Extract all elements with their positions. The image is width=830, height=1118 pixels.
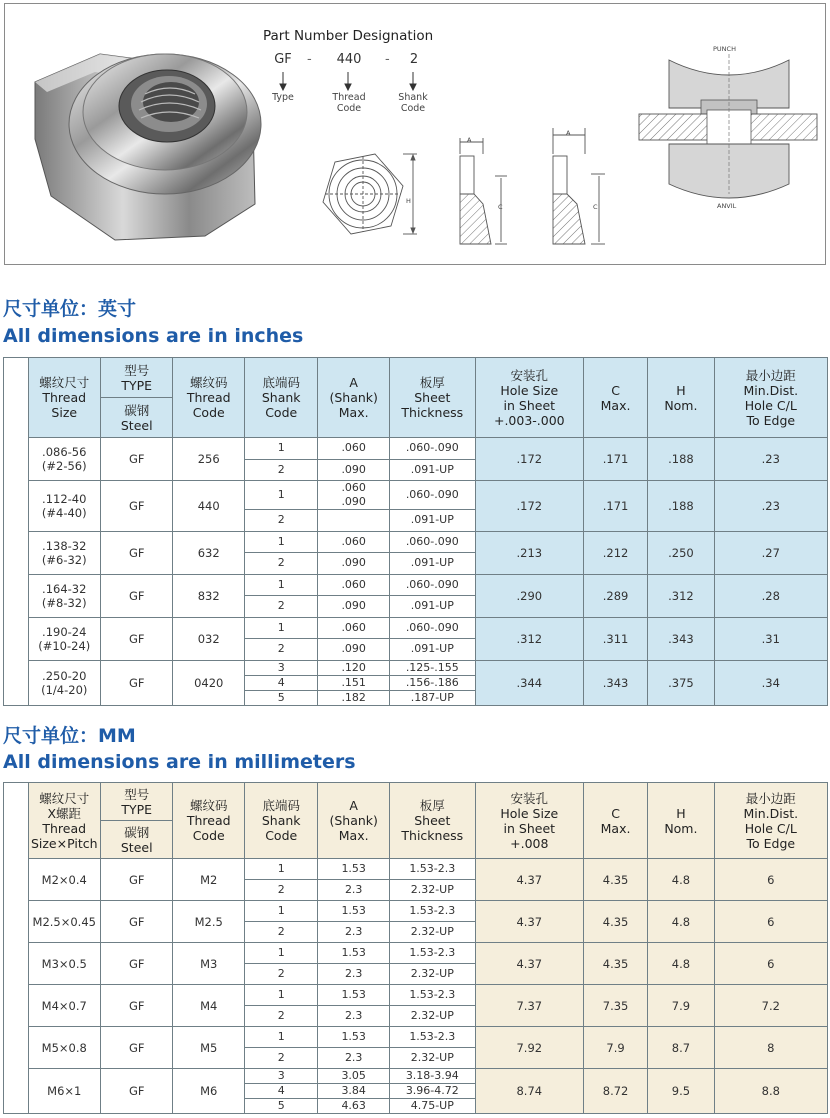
designation-shank-caption: Shank Code: [398, 92, 428, 114]
c-max-cell: .289: [583, 574, 647, 617]
a-max-cell: 2.3: [318, 1048, 389, 1069]
shank-code-cell: 1: [244, 943, 318, 964]
shank-code-cell: 5: [244, 1099, 318, 1114]
h-nom-cell: 4.8: [648, 859, 714, 901]
designation-dash: -: [385, 52, 390, 67]
table-row: [4, 574, 828, 596]
col-header-steel: 碳钢 Steel: [100, 398, 172, 438]
sheet-thickness-cell: 4.75-UP: [389, 1099, 475, 1114]
c-max-cell: .171: [583, 438, 647, 481]
col-header-c-max: C Max.: [583, 358, 647, 438]
type-cell: GF: [100, 1069, 172, 1114]
thread-size-cell: M4×0.7: [28, 985, 100, 1027]
thread-size-cell: M6×1: [28, 1069, 100, 1114]
c-max-cell: 4.35: [583, 859, 647, 901]
h-nom-cell: .375: [648, 660, 714, 705]
h-nom-cell: 9.5: [648, 1069, 714, 1114]
h-nom-cell: 4.8: [648, 901, 714, 943]
thread-size-cell: M2.5×0.45: [28, 901, 100, 943]
thread-size-cell: .250-20 (1/4-20): [28, 660, 100, 705]
table-row: [4, 943, 828, 964]
shank-code-cell: 4: [244, 675, 318, 690]
hole-size-cell: .172: [475, 481, 583, 532]
shank-code-cell: 2: [244, 964, 318, 985]
h-nom-cell: 8.7: [648, 1027, 714, 1069]
imperial-title-en: All dimensions are in inches: [3, 325, 304, 347]
thread-code-cell: 032: [173, 617, 244, 660]
type-cell: GF: [100, 943, 172, 985]
thread-code-cell: 632: [173, 531, 244, 574]
col-header-type: 型号 TYPE: [100, 783, 172, 821]
min-dist-cell: .28: [714, 574, 827, 617]
a-max-cell: .060: [318, 617, 389, 639]
a-max-cell: [318, 510, 389, 532]
sheet-thickness-cell: 2.32-UP: [389, 1048, 475, 1069]
sheet-thickness-cell: .091-UP: [389, 510, 475, 532]
shank-code-cell: 2: [244, 1048, 318, 1069]
thread-code-cell: M6: [173, 1069, 244, 1114]
type-cell: GF: [100, 660, 172, 705]
col-header-thread-size: 螺纹尺寸 Thread Size: [28, 358, 100, 438]
imperial-spec-table: [3, 357, 828, 706]
hole-size-cell: 4.37: [475, 943, 583, 985]
punch-label: PUNCH: [713, 45, 736, 53]
type-cell: GF: [100, 1027, 172, 1069]
type-cell: GF: [100, 901, 172, 943]
thread-code-cell: M2.5: [173, 901, 244, 943]
a-max-cell: 2.3: [318, 922, 389, 943]
shank-code-cell: 1: [244, 859, 318, 880]
table-row: [4, 617, 828, 639]
col-header-a-max: A (Shank) Max.: [318, 783, 389, 859]
thread-size-cell: .164-32 (#8-32): [28, 574, 100, 617]
min-dist-cell: .23: [714, 438, 827, 481]
min-dist-cell: .34: [714, 660, 827, 705]
hex-top-view: [323, 154, 417, 234]
a-max-cell: .090: [318, 459, 389, 481]
a-max-cell: 1.53: [318, 943, 389, 964]
min-dist-cell: .31: [714, 617, 827, 660]
col-header-sheet: 板厚 Sheet Thickness: [389, 783, 475, 859]
sheet-thickness-cell: 1.53-2.3: [389, 985, 475, 1006]
c-max-cell: .212: [583, 531, 647, 574]
sheet-thickness-cell: .125-.155: [389, 660, 475, 675]
table-row: [4, 438, 828, 460]
shank-code-cell: 3: [244, 1069, 318, 1084]
table-row: [4, 1027, 828, 1048]
dim-label-c: C: [593, 203, 598, 211]
sheet-thickness-cell: .060-.090: [389, 438, 475, 460]
designation-thread-caption: Thread Code: [332, 92, 366, 114]
hole-size-cell: 8.74: [475, 1069, 583, 1114]
product-illustration-panel: [4, 3, 826, 265]
shank-code-cell: 5: [244, 690, 318, 705]
hole-size-cell: .172: [475, 438, 583, 481]
thread-code-cell: 0420: [173, 660, 244, 705]
a-max-cell: .090: [318, 596, 389, 618]
sheet-thickness-cell: 2.32-UP: [389, 964, 475, 985]
sheet-thickness-cell: 1.53-2.3: [389, 1027, 475, 1048]
a-max-cell: .060 .090: [318, 481, 389, 510]
thread-code-cell: M4: [173, 985, 244, 1027]
table-row: [4, 660, 828, 675]
imperial-title-cn: 尺寸单位：英寸: [3, 298, 137, 320]
shank-code-cell: 1: [244, 1027, 318, 1048]
designation-arrows: [280, 72, 416, 90]
sheet-thickness-cell: 2.32-UP: [389, 1006, 475, 1027]
min-dist-cell: 6: [714, 943, 827, 985]
h-nom-cell: 7.9: [648, 985, 714, 1027]
a-max-cell: .120: [318, 660, 389, 675]
c-max-cell: .311: [583, 617, 647, 660]
a-max-cell: 4.63: [318, 1099, 389, 1114]
shank-code-cell: 2: [244, 639, 318, 661]
sheet-thickness-cell: .091-UP: [389, 596, 475, 618]
shank-code-cell: 2: [244, 510, 318, 532]
col-header-shank-code: 底端码 Shank Code: [244, 783, 318, 859]
sheet-thickness-cell: .091-UP: [389, 639, 475, 661]
sheet-thickness-cell: .156-.186: [389, 675, 475, 690]
hole-size-cell: 4.37: [475, 901, 583, 943]
shank-code-cell: 1: [244, 574, 318, 596]
thread-size-cell: M5×0.8: [28, 1027, 100, 1069]
shank-code-cell: 1: [244, 985, 318, 1006]
side-label-cell: [4, 358, 29, 706]
min-dist-cell: 8: [714, 1027, 827, 1069]
side-label-cell: [4, 783, 29, 1114]
col-header-a-max: A (Shank) Max.: [318, 358, 389, 438]
c-max-cell: 4.35: [583, 901, 647, 943]
sheet-thickness-cell: .060-.090: [389, 574, 475, 596]
hole-size-cell: .312: [475, 617, 583, 660]
sheet-thickness-cell: .091-UP: [389, 553, 475, 575]
col-header-thread-code: 螺纹码 Thread Code: [173, 358, 244, 438]
a-max-cell: 1.53: [318, 901, 389, 922]
thread-code-cell: 440: [173, 481, 244, 532]
thread-code-cell: 256: [173, 438, 244, 481]
shank-code-cell: 4: [244, 1084, 318, 1099]
metric-spec-table: [3, 782, 828, 1114]
h-nom-cell: .188: [648, 481, 714, 532]
sheet-thickness-cell: .060-.090: [389, 617, 475, 639]
c-max-cell: 8.72: [583, 1069, 647, 1114]
a-max-cell: .090: [318, 639, 389, 661]
col-header-min-dist: 最小边距 Min.Dist. Hole C/L To Edge: [714, 358, 827, 438]
designation-type-caption: Type: [272, 92, 294, 103]
designation-type-code: GF: [274, 52, 292, 67]
hole-size-cell: 7.37: [475, 985, 583, 1027]
thread-size-cell: M3×0.5: [28, 943, 100, 985]
type-cell: GF: [100, 481, 172, 532]
c-max-cell: .171: [583, 481, 647, 532]
dim-label-c: C: [498, 203, 503, 211]
hole-size-cell: .290: [475, 574, 583, 617]
metric-title-en: All dimensions are in millimeters: [3, 751, 356, 773]
min-dist-cell: 7.2: [714, 985, 827, 1027]
shank-code-cell: 2: [244, 596, 318, 618]
thread-size-cell: .190-24 (#10-24): [28, 617, 100, 660]
table-row: [4, 859, 828, 880]
type-cell: GF: [100, 617, 172, 660]
table-row: [4, 481, 828, 510]
a-max-cell: 3.84: [318, 1084, 389, 1099]
col-header-sheet: 板厚 Sheet Thickness: [389, 358, 475, 438]
hole-size-cell: 7.92: [475, 1027, 583, 1069]
sheet-thickness-cell: 1.53-2.3: [389, 943, 475, 964]
shank-code-cell: 2: [244, 459, 318, 481]
col-header-steel: 碳钢 Steel: [100, 821, 172, 859]
a-max-cell: 1.53: [318, 1027, 389, 1048]
thread-code-cell: M3: [173, 943, 244, 985]
thread-size-cell: M2×0.4: [28, 859, 100, 901]
shank-code-cell: 2: [244, 553, 318, 575]
a-max-cell: 2.3: [318, 880, 389, 901]
a-max-cell: .060: [318, 438, 389, 460]
c-max-cell: 7.9: [583, 1027, 647, 1069]
type-cell: GF: [100, 531, 172, 574]
type-cell: GF: [100, 985, 172, 1027]
c-max-cell: .343: [583, 660, 647, 705]
designation-thread-code: 440: [336, 52, 362, 67]
a-max-cell: 3.05: [318, 1069, 389, 1084]
thread-code-cell: 832: [173, 574, 244, 617]
thread-size-cell: .112-40 (#4-40): [28, 481, 100, 532]
sheet-thickness-cell: .187-UP: [389, 690, 475, 705]
col-header-min-dist: 最小边距 Min.Dist. Hole C/L To Edge: [714, 783, 827, 859]
a-max-cell: .090: [318, 553, 389, 575]
col-header-shank-code: 底端码 Shank Code: [244, 358, 318, 438]
dim-label-h: H: [406, 197, 411, 205]
nut-photo: [35, 54, 261, 240]
h-nom-cell: .343: [648, 617, 714, 660]
hole-size-cell: 4.37: [475, 859, 583, 901]
sheet-thickness-cell: .060-.090: [389, 481, 475, 510]
type-cell: GF: [100, 438, 172, 481]
a-max-cell: .060: [318, 574, 389, 596]
shank-code-cell: 1: [244, 901, 318, 922]
shank-code-cell: 3: [244, 660, 318, 675]
h-nom-cell: .250: [648, 531, 714, 574]
c-max-cell: 4.35: [583, 943, 647, 985]
a-max-cell: .182: [318, 690, 389, 705]
side-section-view-2: [553, 128, 605, 244]
shank-code-cell: 2: [244, 880, 318, 901]
table-row: [4, 531, 828, 553]
h-nom-cell: .188: [648, 438, 714, 481]
shank-code-cell: 2: [244, 922, 318, 943]
a-max-cell: 2.3: [318, 964, 389, 985]
shank-code-cell: 1: [244, 481, 318, 510]
metric-title-cn: 尺寸单位：MM: [3, 725, 136, 747]
sheet-thickness-cell: 3.96-4.72: [389, 1084, 475, 1099]
type-cell: GF: [100, 574, 172, 617]
thread-code-cell: M5: [173, 1027, 244, 1069]
dim-label-a: A: [467, 136, 472, 144]
table-row: [4, 901, 828, 922]
sheet-thickness-cell: .091-UP: [389, 459, 475, 481]
designation-title: Part Number Designation: [263, 28, 434, 44]
a-max-cell: 1.53: [318, 859, 389, 880]
min-dist-cell: .27: [714, 531, 827, 574]
hole-size-cell: .213: [475, 531, 583, 574]
sheet-thickness-cell: 2.32-UP: [389, 922, 475, 943]
table-row: [4, 985, 828, 1006]
col-header-hole: 安装孔 Hole Size in Sheet +.003-.000: [475, 358, 583, 438]
a-max-cell: .060: [318, 531, 389, 553]
shank-code-cell: 1: [244, 438, 318, 460]
a-max-cell: .151: [318, 675, 389, 690]
min-dist-cell: 8.8: [714, 1069, 827, 1114]
shank-code-cell: 1: [244, 531, 318, 553]
col-header-type: 型号 TYPE: [100, 358, 172, 398]
min-dist-cell: 6: [714, 859, 827, 901]
designation-dash: -: [307, 52, 312, 67]
shank-code-cell: 2: [244, 1006, 318, 1027]
sheet-thickness-cell: .060-.090: [389, 531, 475, 553]
thread-code-cell: M2: [173, 859, 244, 901]
dim-label-a: A: [566, 129, 571, 137]
sheet-thickness-cell: 2.32-UP: [389, 880, 475, 901]
col-header-hole: 安装孔 Hole Size in Sheet +.008: [475, 783, 583, 859]
designation-shank-code: 2: [409, 52, 419, 67]
c-max-cell: 7.35: [583, 985, 647, 1027]
sheet-thickness-cell: 1.53-2.3: [389, 859, 475, 880]
thread-size-cell: .138-32 (#6-32): [28, 531, 100, 574]
min-dist-cell: .23: [714, 481, 827, 532]
sheet-thickness-cell: 1.53-2.3: [389, 901, 475, 922]
type-cell: GF: [100, 859, 172, 901]
col-header-thread-code: 螺纹码 Thread Code: [173, 783, 244, 859]
min-dist-cell: 6: [714, 901, 827, 943]
col-header-c-max: C Max.: [583, 783, 647, 859]
col-header-h-nom: H Nom.: [648, 358, 714, 438]
shank-code-cell: 1: [244, 617, 318, 639]
sheet-thickness-cell: 3.18-3.94: [389, 1069, 475, 1084]
h-nom-cell: .312: [648, 574, 714, 617]
a-max-cell: 2.3: [318, 1006, 389, 1027]
table-row: [4, 1069, 828, 1084]
thread-size-cell: .086-56 (#2-56): [28, 438, 100, 481]
anvil-label: ANVIL: [717, 202, 737, 210]
a-max-cell: 1.53: [318, 985, 389, 1006]
col-header-h-nom: H Nom.: [648, 783, 714, 859]
h-nom-cell: 4.8: [648, 943, 714, 985]
hole-size-cell: .344: [475, 660, 583, 705]
side-section-view-1: [460, 138, 507, 244]
col-header-thread-size: 螺纹尺寸 X螺距 Thread Size×Pitch: [28, 783, 100, 859]
punch-anvil-view: [639, 54, 817, 198]
